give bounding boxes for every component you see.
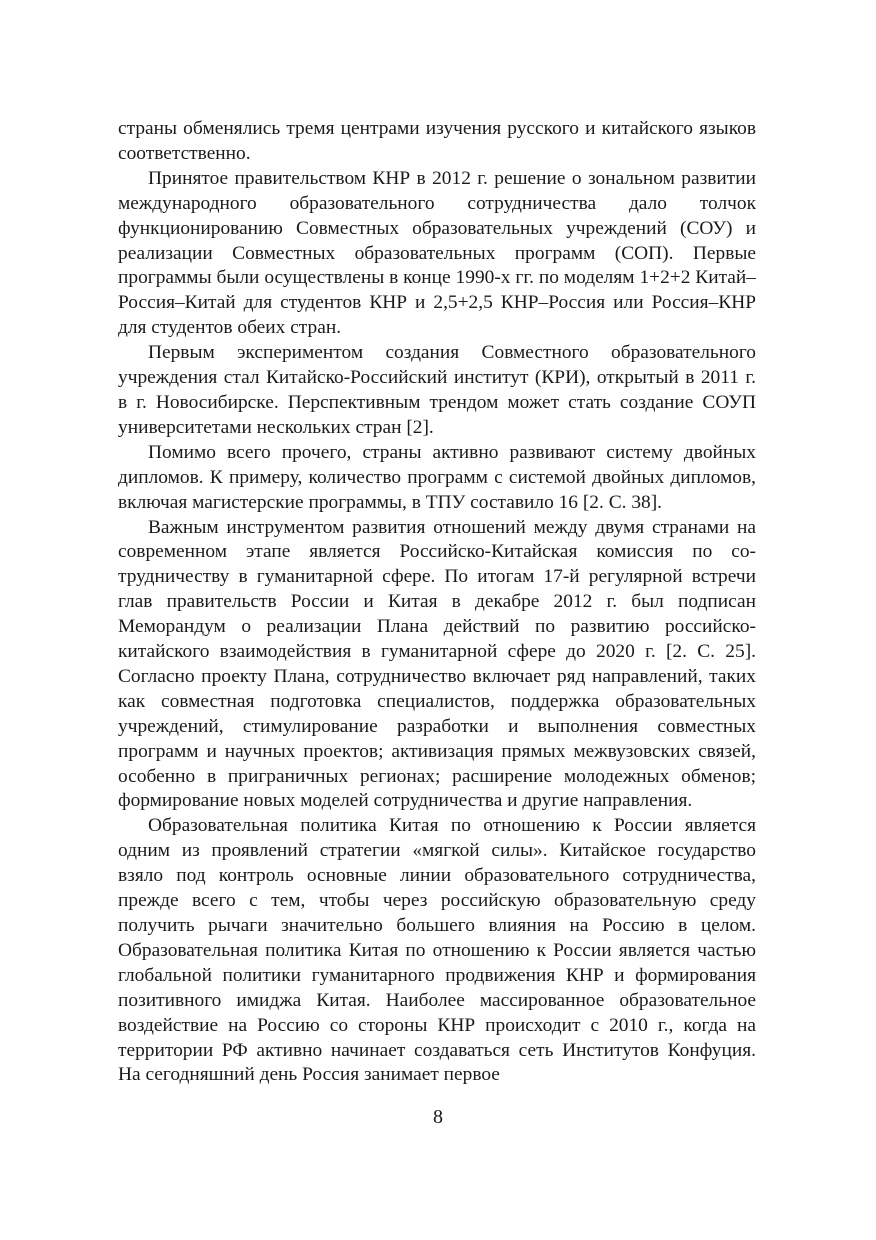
body-text [118,117,756,1088]
paragraph-3: Первым экспериментом создания Совместного образовательного учреждения стал Китайско-Российский институт (КРИ), открытый в 2011 г. в г. Новосибирске. Перспективным трендом может стать создание СОУП университетами нескольких стран [2]. [118,342,756,438]
paragraph-1: страны обменялись тремя центрами изучения русского и китайского языков соответственно. [118,118,756,164]
page-number: 8 [433,1106,443,1128]
paragraph-2: Принятое правительством КНР в 2012 г. решение о зональном развитии международного образовательного сотрудничества дало толчок функционированию Совместных образовательных учреждений (СОУ) и реализации Совместных образовательных программ (СОП). Первые программы были осуществлены в конце 1990-х гг. по моделям 1+2+2 Китай–Россия–Китай для студентов КНР и 2,5+2,5 КНР–Россия или Россия–КНР для студентов обеих стран. [118,167,756,339]
paragraph-5: Важным инструментом развития отношений между двумя странами на современном этапе является Российско-Китайская комиссия по сотрудничеству в гуманитарной сфере. По итогам 17-й регулярной встречи глав правительств России и Китая в декабре 2012 г. был подписан Меморандум о реализации Плана действий по развитию российско-китайского взаимодействия в гуманитарной сфере до 2020 г. [2. С. 25]. Согласно проекту Плана, сотрудничество включает ряд направлений, таких как совместная подготовка специалистов, поддержка образовательных учреждений, стимулирование разработки и выполнения совместных программ и научных проектов; активизация прямых межвузовских связей, особенно в приграничных регионах; расширение молодежных обменов; формирование новых моделей сотрудничества и другие направления. [118,516,756,812]
paragraph-4: Помимо всего прочего, страны активно развивают систему двойных дипломов. К примеру, количество программ с системой двойных дипломов, включая магистерские программы, в ТПУ составило 16 [2. С. 38]. [118,441,756,513]
paragraph-6: Образовательная политика Китая по отношению к России является одним из проявлений стратегии «мягкой силы». Китайское государство взяло под контроль основные линии образовательного сотрудничества, прежде всего с тем, чтобы через российскую образовательную среду получить рычаги значительно большего влияния на Россию в целом. Образовательная политика Китая по отношению к России является частью глобальной политики гуманитарного продвижения КНР и формирования позитивного имиджа Китая. Наиболее массированное образовательное воздействие на Россию со стороны КНР происходит с 2010 г., когда на территории РФ активно начинает создаваться сеть Институтов Конфуция. На сегодняшний день Россия занимает первое [118,815,756,1086]
